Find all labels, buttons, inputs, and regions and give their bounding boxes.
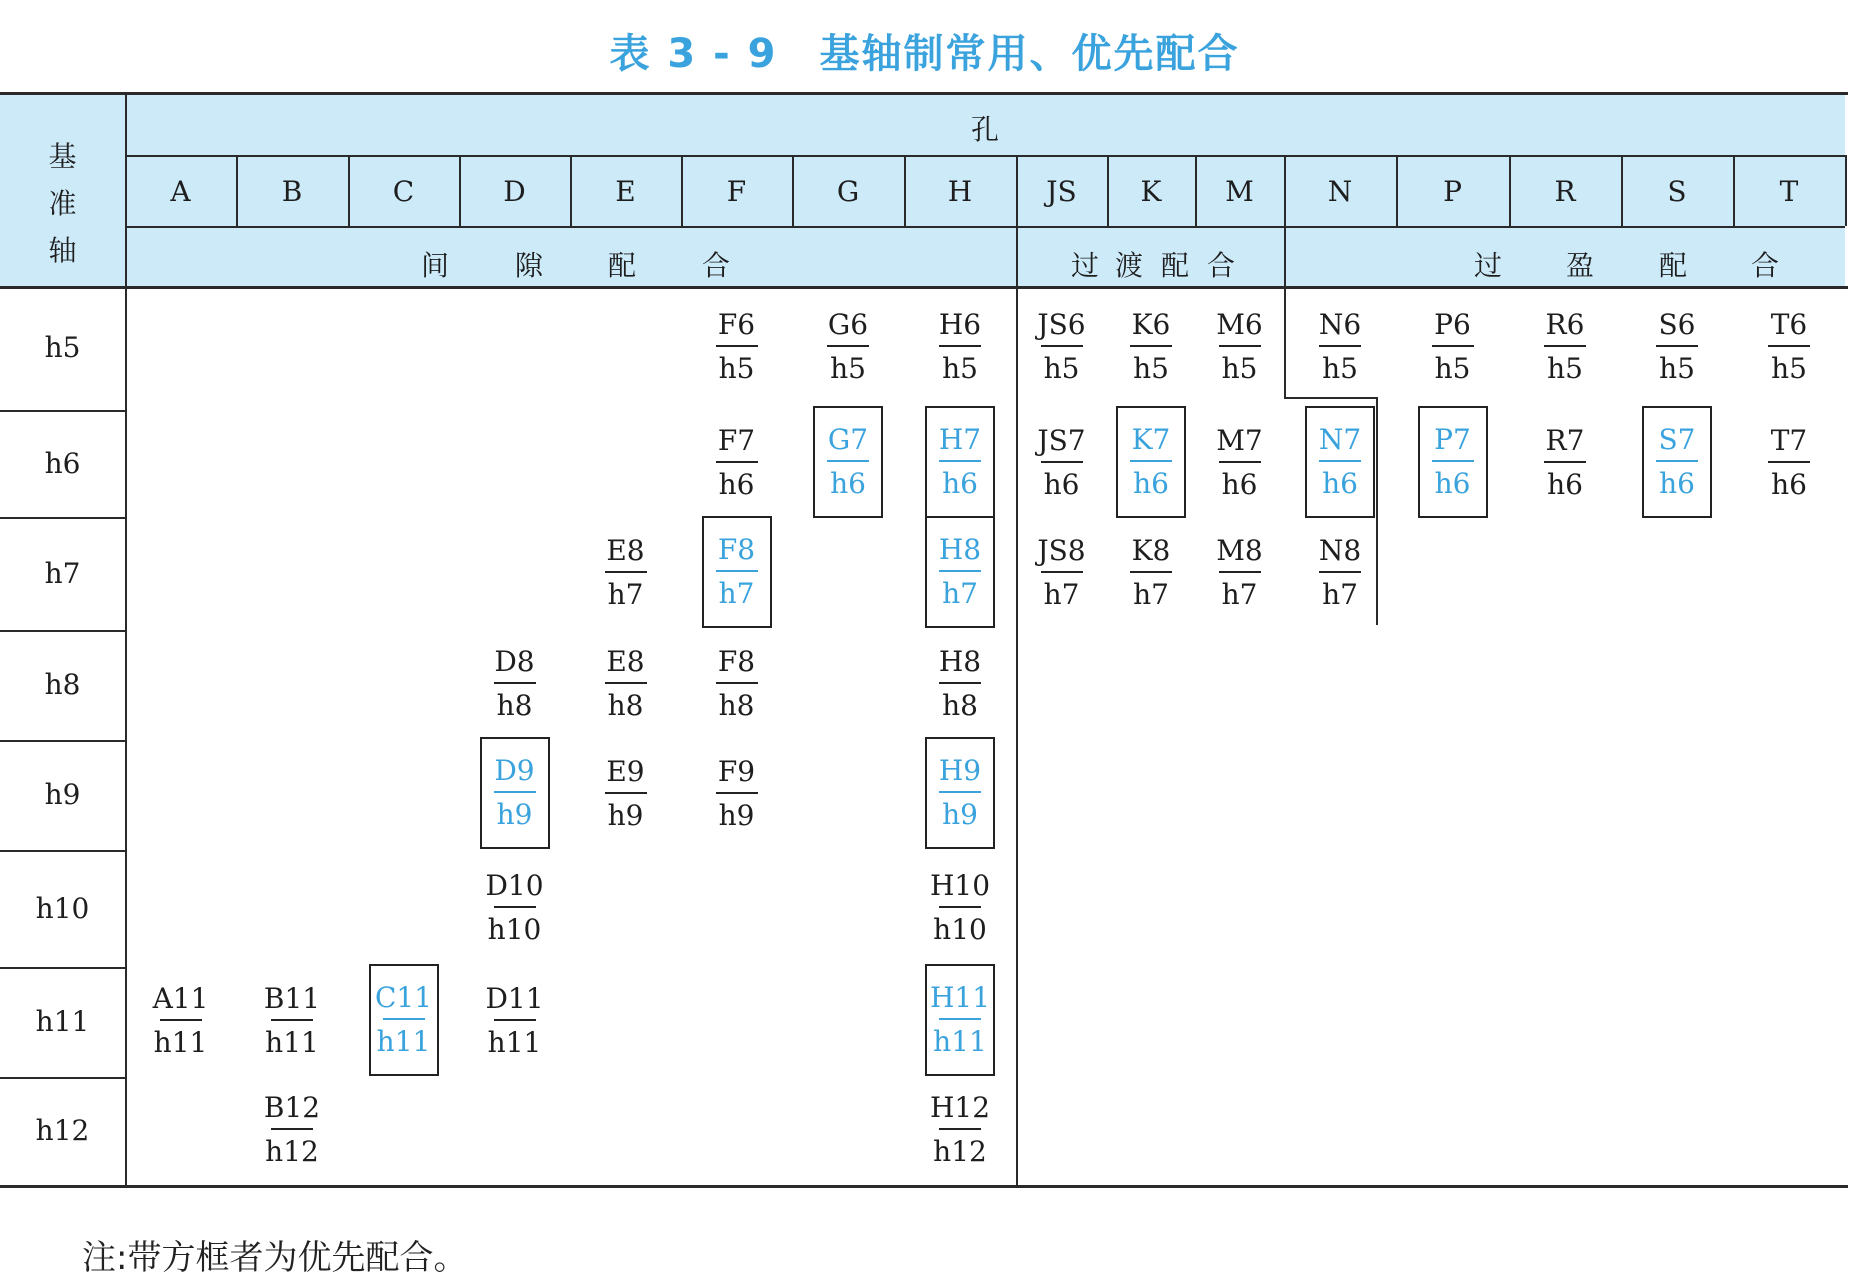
column-header-P: P xyxy=(1443,175,1462,208)
fraction-bar xyxy=(1219,461,1261,463)
transition-interference-rule xyxy=(1284,226,1286,397)
preferred-fit xyxy=(1418,406,1488,518)
row-divider xyxy=(0,967,125,969)
fit-shaft-tolerance: h5 xyxy=(1221,352,1258,385)
common-fit xyxy=(1112,533,1190,613)
interference-group-char: 合 xyxy=(1750,249,1779,282)
fraction-bar xyxy=(494,682,536,684)
fit-shaft-tolerance: h6 xyxy=(1659,466,1695,500)
corner-label-char: 轴 xyxy=(48,234,77,267)
column-header-F: F xyxy=(726,175,747,208)
clearance-group-char: 配 xyxy=(607,249,636,282)
transition-group-char: 渡 xyxy=(1114,249,1143,282)
fit-shaft-tolerance: h6 xyxy=(942,466,978,500)
common-fit xyxy=(1201,533,1279,613)
fraction-bar xyxy=(939,345,981,347)
fit-hole-tolerance: H12 xyxy=(929,1091,991,1124)
common-fit xyxy=(809,307,887,387)
row-label-h7: h7 xyxy=(44,556,81,590)
boundary-step xyxy=(1284,397,1376,399)
fraction-bar xyxy=(605,792,647,794)
common-fit xyxy=(698,644,776,724)
fraction-bar xyxy=(716,570,758,572)
fit-shaft-tolerance: h8 xyxy=(496,689,533,722)
column-header-H: H xyxy=(947,175,973,208)
fit-hole-tolerance: D8 xyxy=(494,645,535,678)
fraction-bar xyxy=(716,792,758,794)
fraction-bar xyxy=(1041,571,1083,573)
common-fit xyxy=(1023,533,1101,613)
common-fit xyxy=(476,868,554,948)
fit-hole-tolerance: E9 xyxy=(606,755,645,788)
fit-shaft-tolerance: h11 xyxy=(153,1026,208,1059)
preferred-fit xyxy=(480,737,550,849)
fit-shaft-tolerance: h5 xyxy=(1322,352,1358,385)
fraction-bar xyxy=(1041,461,1083,463)
row-divider xyxy=(0,740,125,742)
fit-hole-tolerance: H11 xyxy=(929,981,991,1014)
corner-label-char: 基 xyxy=(48,140,77,173)
column-header-A: A xyxy=(170,175,191,208)
row-header-rule xyxy=(125,92,127,1185)
fit-hole-tolerance: A11 xyxy=(152,982,209,1015)
fit-shaft-tolerance: h6 xyxy=(1221,467,1258,501)
common-fit xyxy=(476,644,554,724)
fraction-bar xyxy=(716,345,758,347)
fit-shaft-tolerance: h6 xyxy=(1547,467,1583,501)
common-fit xyxy=(253,1090,331,1170)
fraction-bar xyxy=(1768,345,1810,347)
column-header-T: T xyxy=(1779,175,1799,208)
column-header-C: C xyxy=(392,175,415,208)
column-header-D: D xyxy=(503,175,526,208)
row-label-h6: h6 xyxy=(44,446,81,480)
common-fit xyxy=(1112,307,1190,387)
fraction-bar xyxy=(939,906,981,908)
fit-shaft-tolerance: h5 xyxy=(1771,352,1807,385)
fit-hole-tolerance: C11 xyxy=(374,981,433,1014)
row-label-h12: h12 xyxy=(35,1114,90,1147)
fraction-bar xyxy=(605,571,647,573)
transition-group-char: 过 xyxy=(1070,249,1099,282)
fit-hole-tolerance: M7 xyxy=(1216,423,1263,457)
row-label-h8: h8 xyxy=(44,668,81,701)
clearance-group-char: 隙 xyxy=(514,249,543,282)
transition-group-char: 配 xyxy=(1160,249,1189,282)
fraction-bar xyxy=(1130,345,1172,347)
fit-shaft-tolerance: h5 xyxy=(1043,352,1080,385)
fit-hole-tolerance: H6 xyxy=(938,308,982,341)
fit-shaft-tolerance: h6 xyxy=(1133,466,1169,500)
fit-shaft-tolerance: h6 xyxy=(830,466,866,500)
fit-shaft-tolerance: h11 xyxy=(265,1026,319,1059)
fraction-bar xyxy=(939,1018,981,1020)
fit-shaft-tolerance: h9 xyxy=(607,799,644,832)
hole-label: 孔 xyxy=(970,113,999,146)
fit-hole-tolerance: K8 xyxy=(1131,533,1171,567)
fit-hole-tolerance: F8 xyxy=(717,645,756,678)
common-fit xyxy=(1750,423,1828,503)
fraction-bar xyxy=(271,1128,313,1130)
fraction-bar xyxy=(939,791,981,793)
fraction-bar xyxy=(939,682,981,684)
fit-hole-tolerance: D9 xyxy=(494,754,535,787)
common-fit xyxy=(1301,533,1379,613)
fit-shaft-tolerance: h9 xyxy=(718,799,755,832)
fit-shaft-tolerance: h7 xyxy=(607,577,644,611)
fit-hole-tolerance: T7 xyxy=(1770,423,1808,457)
common-fit xyxy=(698,307,776,387)
fit-shaft-tolerance: h6 xyxy=(718,467,755,501)
fraction-bar xyxy=(827,460,869,462)
corner-label-char: 准 xyxy=(48,187,77,220)
row-label-h10: h10 xyxy=(35,891,90,925)
fit-shaft-tolerance: h6 xyxy=(1322,466,1358,500)
column-header-G: G xyxy=(836,175,860,208)
fit-hole-tolerance: R7 xyxy=(1545,423,1585,457)
fit-hole-tolerance: N8 xyxy=(1318,533,1362,567)
preferred-fit xyxy=(702,516,772,628)
common-fit xyxy=(1023,423,1101,503)
fit-hole-tolerance: K6 xyxy=(1131,308,1171,341)
column-header-N: N xyxy=(1327,175,1353,208)
interference-group-char: 过 xyxy=(1473,249,1502,282)
row-divider xyxy=(0,630,125,632)
table-bottom-rule xyxy=(0,1185,1848,1188)
common-fit xyxy=(921,307,999,387)
preferred-fit xyxy=(1642,406,1712,518)
fraction-bar xyxy=(1219,571,1261,573)
fraction-bar xyxy=(383,1018,425,1020)
fit-hole-tolerance: P6 xyxy=(1434,308,1471,341)
fit-shaft-tolerance: h6 xyxy=(1771,467,1807,501)
fraction-bar xyxy=(939,570,981,572)
column-header-K: K xyxy=(1140,175,1162,208)
fraction-bar xyxy=(494,1019,536,1021)
column-header-E: E xyxy=(615,175,636,208)
common-fit xyxy=(476,981,554,1061)
fit-hole-tolerance: B12 xyxy=(263,1091,321,1124)
fraction-bar xyxy=(1432,345,1474,347)
preferred-fit xyxy=(369,964,439,1076)
fit-hole-tolerance: R6 xyxy=(1545,308,1585,341)
common-fit xyxy=(921,644,999,724)
fit-hole-tolerance: E8 xyxy=(606,645,645,678)
common-fit xyxy=(1526,423,1604,503)
fit-hole-tolerance: G6 xyxy=(827,308,869,341)
common-fit xyxy=(587,644,665,724)
fit-shaft-tolerance: h10 xyxy=(933,912,987,946)
fit-hole-tolerance: H9 xyxy=(938,754,982,787)
fit-shaft-tolerance: h8 xyxy=(718,689,755,722)
fraction-bar xyxy=(1432,460,1474,462)
column-header-JS: JS xyxy=(1046,175,1077,208)
clearance-transition-rule xyxy=(1016,226,1018,1185)
common-fit xyxy=(587,754,665,834)
fraction-bar xyxy=(716,461,758,463)
column-header-R: R xyxy=(1554,175,1576,208)
fit-shaft-tolerance: h7 xyxy=(942,576,978,610)
header-rule-hole xyxy=(125,155,1845,157)
fit-hole-tolerance: N7 xyxy=(1318,422,1362,456)
common-fit xyxy=(1301,307,1379,387)
clearance-group-char: 间 xyxy=(420,249,449,282)
fraction-bar xyxy=(939,460,981,462)
fit-hole-tolerance: D10 xyxy=(485,868,544,902)
row-divider xyxy=(0,517,125,519)
common-fit xyxy=(142,981,220,1061)
row-label-h5: h5 xyxy=(44,331,81,364)
fraction-bar xyxy=(939,1128,981,1130)
fit-hole-tolerance: S6 xyxy=(1658,308,1696,341)
fit-shaft-tolerance: h7 xyxy=(1322,577,1358,611)
fit-hole-tolerance: T6 xyxy=(1770,308,1808,341)
fraction-bar xyxy=(605,682,647,684)
common-fit xyxy=(1201,423,1279,503)
fit-hole-tolerance: E8 xyxy=(606,533,645,567)
common-fit xyxy=(1201,307,1279,387)
fit-hole-tolerance: F9 xyxy=(717,755,756,788)
preferred-fit xyxy=(1305,406,1375,518)
table-top-rule xyxy=(0,92,1848,95)
fraction-bar xyxy=(1130,460,1172,462)
fit-hole-tolerance: D11 xyxy=(485,982,544,1015)
common-fit xyxy=(1023,307,1101,387)
column-divider xyxy=(1845,155,1847,226)
fraction-bar xyxy=(494,906,536,908)
fraction-bar xyxy=(1544,345,1586,347)
fit-shaft-tolerance: h6 xyxy=(1043,467,1080,501)
preferred-fit xyxy=(925,406,995,518)
fit-shaft-tolerance: h8 xyxy=(942,689,978,722)
fit-shaft-tolerance: h5 xyxy=(942,352,978,385)
fraction-bar xyxy=(716,682,758,684)
fraction-bar xyxy=(160,1019,202,1021)
fraction-bar xyxy=(1041,345,1083,347)
fraction-bar xyxy=(1319,460,1361,462)
preferred-fit xyxy=(813,406,883,518)
fit-shaft-tolerance: h11 xyxy=(376,1025,431,1058)
fit-hole-tolerance: M8 xyxy=(1216,533,1263,567)
fit-hole-tolerance: G7 xyxy=(827,422,869,456)
fit-hole-tolerance: JS8 xyxy=(1037,533,1086,567)
common-fit xyxy=(921,1090,999,1170)
fit-shaft-tolerance: h7 xyxy=(1043,577,1080,611)
common-fit xyxy=(1414,307,1492,387)
preferred-fit xyxy=(925,964,995,1076)
fraction-bar xyxy=(494,791,536,793)
fit-hole-tolerance: M6 xyxy=(1216,308,1263,341)
row-label-h9: h9 xyxy=(44,778,81,811)
fit-shaft-tolerance: h7 xyxy=(1133,577,1169,611)
table-note: 注:带方框者为优先配合。 xyxy=(82,1238,468,1278)
fit-shaft-tolerance: h5 xyxy=(1547,352,1583,385)
fraction-bar xyxy=(1219,345,1261,347)
fit-hole-tolerance: P7 xyxy=(1434,422,1471,456)
fit-hole-tolerance: S7 xyxy=(1658,422,1696,456)
fit-shaft-tolerance: h11 xyxy=(933,1025,987,1058)
common-fit xyxy=(698,423,776,503)
fit-hole-tolerance: F6 xyxy=(717,308,756,341)
common-fit xyxy=(698,754,776,834)
fit-shaft-tolerance: h7 xyxy=(1221,577,1258,611)
fit-hole-tolerance: N6 xyxy=(1318,308,1362,341)
fraction-bar xyxy=(1768,461,1810,463)
preferred-fit xyxy=(925,737,995,849)
fraction-bar xyxy=(1544,461,1586,463)
fraction-bar xyxy=(1656,460,1698,462)
header-bottom-rule xyxy=(0,286,1848,289)
common-fit xyxy=(253,981,331,1061)
interference-group-char: 盈 xyxy=(1565,249,1594,282)
fit-hole-tolerance: JS7 xyxy=(1037,423,1086,457)
fit-shaft-tolerance: h12 xyxy=(265,1135,319,1168)
fit-shaft-tolerance: h5 xyxy=(830,352,866,385)
fit-shaft-tolerance: h6 xyxy=(1434,466,1471,500)
fit-hole-tolerance: H7 xyxy=(938,422,982,456)
fit-shaft-tolerance: h5 xyxy=(1434,352,1471,385)
fit-hole-tolerance: H8 xyxy=(938,532,982,566)
fit-shaft-tolerance: h5 xyxy=(1659,352,1695,385)
fit-shaft-tolerance: h9 xyxy=(496,798,533,831)
fit-hole-tolerance: B11 xyxy=(263,982,321,1015)
column-header-M: M xyxy=(1225,175,1254,208)
fit-hole-tolerance: H8 xyxy=(938,645,982,678)
fit-shaft-tolerance: h11 xyxy=(487,1026,542,1059)
interference-group-char: 配 xyxy=(1658,249,1687,282)
row-label-h11: h11 xyxy=(35,1005,90,1038)
row-divider xyxy=(0,410,125,412)
fit-shaft-tolerance: h10 xyxy=(487,912,542,946)
fraction-bar xyxy=(271,1019,313,1021)
common-fit xyxy=(1638,307,1716,387)
fraction-bar xyxy=(1130,571,1172,573)
fit-shaft-tolerance: h8 xyxy=(607,689,644,722)
fit-hole-tolerance: K7 xyxy=(1131,422,1171,456)
fit-hole-tolerance: JS6 xyxy=(1037,308,1086,341)
fit-hole-tolerance: F7 xyxy=(717,423,756,457)
clearance-group-char: 合 xyxy=(701,249,730,282)
fit-shaft-tolerance: h5 xyxy=(718,352,755,385)
column-header-B: B xyxy=(281,175,303,208)
fit-hole-tolerance: F8 xyxy=(717,532,756,566)
row-divider xyxy=(0,1077,125,1079)
fit-shaft-tolerance: h12 xyxy=(933,1135,987,1168)
fit-shaft-tolerance: h9 xyxy=(942,798,978,831)
column-header-S: S xyxy=(1667,175,1687,208)
fit-hole-tolerance: H10 xyxy=(929,868,991,902)
header-rule-columns xyxy=(125,226,1845,228)
preferred-fit xyxy=(925,516,995,628)
fraction-bar xyxy=(1319,345,1361,347)
fit-shaft-tolerance: h5 xyxy=(1133,352,1169,385)
fit-shaft-tolerance: h7 xyxy=(718,576,755,610)
table-title: 表 3 - 9 基轴制常用、优先配合 xyxy=(609,31,1240,77)
fraction-bar xyxy=(827,345,869,347)
fraction-bar xyxy=(1656,345,1698,347)
common-fit xyxy=(1526,307,1604,387)
common-fit xyxy=(1750,307,1828,387)
preferred-fit xyxy=(1116,406,1186,518)
row-divider xyxy=(0,850,125,852)
fraction-bar xyxy=(1319,571,1361,573)
common-fit xyxy=(921,868,999,948)
transition-group-char: 合 xyxy=(1206,249,1235,282)
common-fit xyxy=(587,533,665,613)
